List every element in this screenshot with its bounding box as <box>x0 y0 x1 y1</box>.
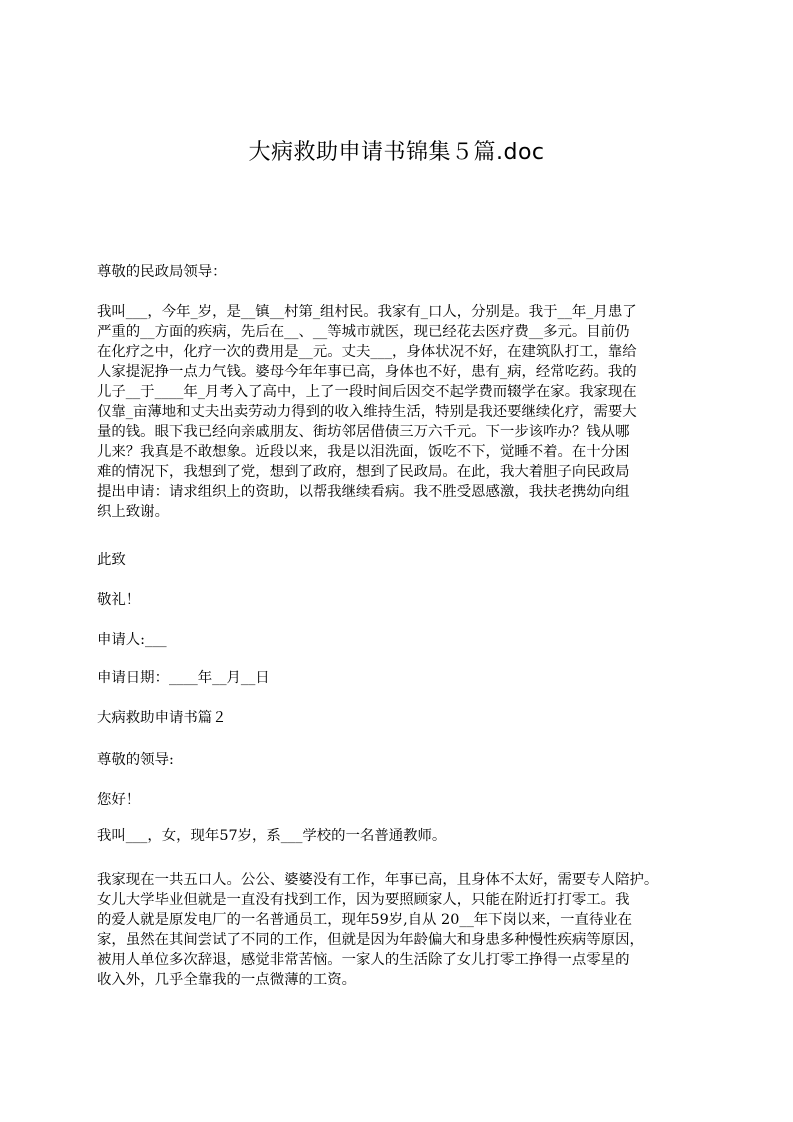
intro-2: 我叫___，女，现年57岁，系___学校的一名普通教师。 <box>97 828 447 844</box>
body-line: 女儿大学毕业但就是一直没有找到工作，因为要照顾家人，只能在附近打打零工。我 <box>97 892 630 908</box>
body-line: 被用人单位多次辞退，感觉非常苦恼。一家人的生活除了女儿打零工挣得一点零星的 <box>97 952 630 968</box>
section-2-title: 大病救助申请书篇２ <box>97 710 227 726</box>
body-line: 我家现在一共五口人。公公、婆婆没有工作，年事已高，且身体不太好，需要专人陪护。 <box>97 872 659 888</box>
body-line: 收入外，几乎全靠我的一点微薄的工资。 <box>97 972 357 988</box>
body-line: 仅靠_亩薄地和丈夫出卖劳动力得到的收入维持生活，特别是我还要继续化疗，需要大 <box>97 404 637 420</box>
body-line: 在化疗之中，化疗一次的费用是__元。丈夫___，身体状况不好，在建筑队打工，靠给 <box>97 344 637 360</box>
hello-line: 您好！ <box>97 792 141 808</box>
greeting: 尊敬的民政局领导： <box>97 264 227 280</box>
body-line: 织上致谢。 <box>97 504 169 520</box>
body-line: 难的情况下，我想到了党，想到了政府，想到了民政局。在此，我大着胆子向民政局 <box>97 464 630 480</box>
closing-salute: 敬礼！ <box>97 592 141 608</box>
body-line: 的爱人就是原发电厂的一名普通员工，现年59岁,自从 20__年下岗以来，一直待业在 <box>97 912 633 928</box>
applicant-line: 申请人:___ <box>97 632 167 648</box>
body-line: 严重的__方面的疾病，先后在__、__等城市就医，现已经花去医疗费__多元。目前仍 <box>97 324 630 340</box>
body-line: 量的钱。眼下我已经向亲戚朋友、街坊邻居借债三万六千元。下一步该咋办？钱从哪 <box>97 424 630 440</box>
body-line: 提出申请：请求组织上的资助，以帮我继续看病。我不胜受恩感激，我扶老携幼向组 <box>97 484 630 500</box>
body-line: 人家提泥挣一点力气钱。婆母今年年事已高，身体也不好，患有_病，经常吃药。我的 <box>97 364 637 380</box>
body-line: 我叫___，今年_岁，是__镇__村第_组村民。我家有_口人，分别是。我于__年_月患了 <box>97 304 637 320</box>
body-line: 儿来？我真是不敢想象。近段以来，我是以泪洗面，饭吃不下，觉睡不着。在十分困 <box>97 444 630 460</box>
body-paragraph-2 <box>97 870 737 990</box>
document-title: 大病救助申请书锦集５篇.doc <box>248 140 545 165</box>
closing-this: 此致 <box>97 552 126 568</box>
greeting-2: 尊敬的领导: <box>97 752 174 768</box>
body-paragraph-1 <box>97 302 737 522</box>
body-line: 儿子__于____年_月考入了高中，上了一段时间后因交不起学费而辍学在家。我家现在 <box>97 384 637 400</box>
body-line: 家，虽然在其间尝试了不同的工作，但就是因为年龄偏大和身患多种慢性疾病等原因， <box>97 932 644 948</box>
application-date: 申请日期：____年__月__日 <box>97 670 270 686</box>
